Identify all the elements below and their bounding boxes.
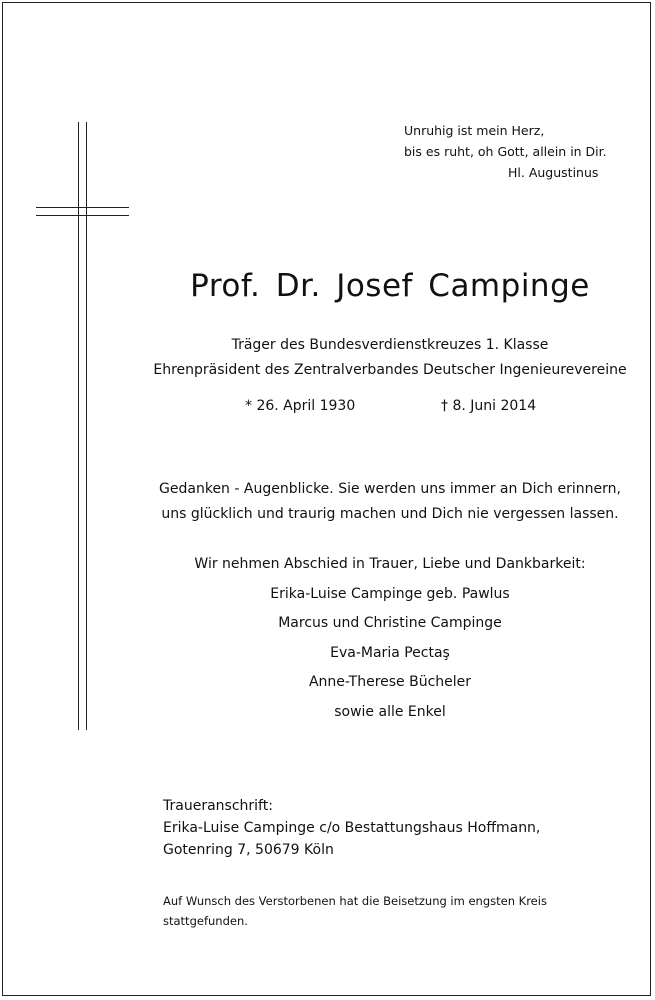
mourner-name: Marcus und Christine Campinge	[278, 615, 502, 631]
address-heading: Traueranschrift:	[163, 798, 273, 814]
address-line: Erika-Luise Campinge c/o Bestattungshaus Hoffmann,	[163, 820, 541, 836]
memorial-text	[140, 477, 640, 527]
mourner-name: Erika-Luise Campinge geb. Pawlus	[270, 585, 510, 602]
quote-attribution: Hl. Augustinus	[508, 165, 599, 180]
cross-vertical-line-right	[86, 122, 87, 730]
cross-horizontal-line-top	[36, 207, 129, 208]
birth-date: * 26. April 1930	[245, 398, 356, 414]
bible-quote	[404, 120, 607, 183]
memorial-text-line: uns glücklich und traurig machen und Dich nie vergessen lassen.	[161, 506, 619, 522]
farewell-intro: Wir nehmen Abschied in Trauer, Liebe und Dankbarkeit:	[194, 556, 586, 572]
mourner-name: Anne-Therese Bücheler	[308, 674, 472, 690]
mourning-address	[163, 795, 540, 861]
burial-notice	[163, 891, 583, 931]
mourner-name: sowie alle Enkel	[334, 703, 446, 720]
quote-line: Unruhig ist mein Herz,	[404, 123, 545, 138]
quote-line: bis es ruht, oh Gott, allein in Dir.	[404, 144, 607, 159]
notice-line: Auf Wunsch des Verstorbenen hat die Beisetzung im engsten Kreis	[163, 894, 547, 908]
mourner-name: Eva-Maria Pectaş	[330, 644, 450, 661]
title-line: Ehrenpräsident des Zentralverbandes Deutscher Ingenieurevereine	[153, 362, 627, 378]
address-line: Gotenring 7, 50679 Köln	[163, 842, 334, 858]
memorial-text-line: Gedanken - Augenblicke. Sie werden uns immer an Dich erinnern,	[159, 481, 621, 497]
deceased-name: Prof. Dr. Josef Campinge	[190, 268, 590, 304]
cross-vertical-line-left	[78, 122, 79, 730]
notice-line: stattgefunden.	[163, 914, 248, 928]
title-line: Träger des Bundesverdienstkreuzes 1. Klasse	[231, 337, 549, 353]
mourners-list	[140, 550, 640, 727]
death-date: † 8. Juni 2014	[441, 398, 537, 414]
honorary-titles	[140, 333, 640, 383]
cross-horizontal-line-bottom	[36, 215, 129, 216]
